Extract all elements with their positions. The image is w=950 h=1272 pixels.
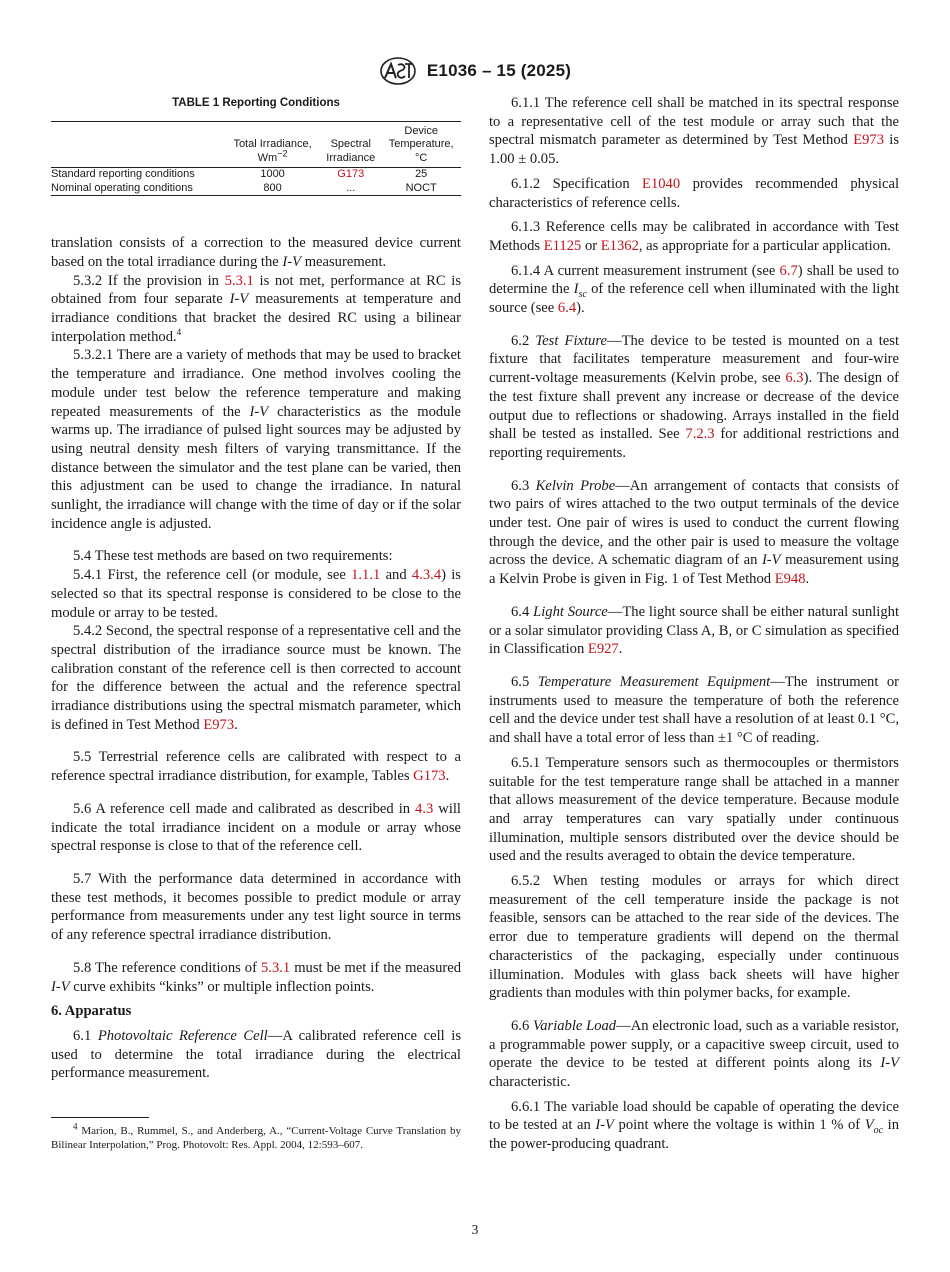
row-irradiance: 800 [263, 181, 282, 194]
link-4-3[interactable]: 4.3 [415, 800, 434, 817]
document-designation: E1036 – 15 (2025) [426, 61, 572, 80]
page-header [0, 56, 950, 86]
footnote-rule [51, 1117, 149, 1118]
link-e1125[interactable]: E1125 [543, 237, 582, 254]
paragraph-5-3-1-continued: translation consists of a correction to the measured device current based on the total irradiance during the I-V measurement. [51, 235, 461, 270]
paragraph-6-1-1: 6.1.1 The reference cell shall be matched in its spectral response to a representative cell of the test module or array such that the spectral mismatch parameter as determined by Test Method E973 is 1.00 ± 0.05. [489, 95, 899, 168]
paragraph-6-6: 6.6 Variable Load—An electronic load, such as a variable resistor, a programmable power supply, or a capacitive sweep circuit, used to operate the device to be tested at different points along its I-V characteristic. [489, 1017, 900, 1091]
left-column [51, 92, 461, 1158]
link-7-2-3[interactable]: 7.2.3 [685, 426, 715, 443]
paragraph-5-4-2: 5.4.2 Second, the spectral response of a representative cell and the spectral distribution of the irradiance source must be known. The calibration constant of the reference cell is then corrected to account for the difference between the actual and the reference spectral irradiance distributions using the spectral mismatch parameter, which is defined in Test Method E973. [51, 623, 461, 733]
paragraph-5-3-2-1: 5.3.2.1 There are a variety of methods that may be used to bracket the temperature and irradiance. One method involves cooling the module under test below the reference temperature and making repeated measurements of the I-V characteristics as the module warms up. The irradiance of pulsed light sources may be adjusted by using neutral density mesh filters of varying transmittance. If the distance between the simulator and the test plane can be varied, then this adjustment can be used to change the irradiance. In natural sunlight, the irradiance will change with the time of day or if the solar incidence angle is adjusted. [51, 347, 461, 532]
reporting-conditions-table [51, 121, 461, 197]
link-e927[interactable]: E927 [587, 641, 619, 658]
footnote-4: $^4$ Marion, B., Rummel, S., and Anderberg, A., “Current-Voltage Curve Translation by Bilinear Interpolation,” Prog. Photovolt: Res. Appl. 2004, 12:593–607. [51, 1121, 461, 1152]
paragraph-6-5: 6.5 Temperature Measurement Equipment—The instrument or instruments used to measure the temperature of both the reference cell and the device under test shall have a resolution of at least 0.1 °C, and shall have a total error of less than ±1 °C of reading. [489, 673, 899, 747]
table-header-spectral-irradiance: Spectral Irradiance [326, 138, 376, 164]
link-5-3-1[interactable]: 5.3.1 [261, 959, 291, 976]
link-6-4[interactable]: 6.4 [557, 300, 577, 317]
paragraph-6-6-1: 6.6.1 The variable load should be capable of operating the device to be tested at an I-V point where the voltage is within 1 % of $V_{oc}$ in the power-producing quadrant. [489, 1098, 899, 1153]
link-1-1-1[interactable]: 1.1.1 [351, 567, 381, 584]
paragraph-6-3: 6.3 Kelvin Probe—An arrangement of contacts that consists of two pairs of wires attached to the two output terminals of the device under test. One pair of wires is used to conduct the current flowing through the device, and the other pair is used to measure the voltage across the device. A schematic diagram of an I-V measurement using a Kelvin Probe is given in Fig. 1 of Test Method E948. [489, 477, 899, 588]
link-e973[interactable]: E973 [853, 132, 884, 149]
link-e1040[interactable]: E1040 [642, 175, 681, 192]
paragraph-6-1-4: 6.1.4 A current measurement instrument (see 6.7) shall be used to determine the $I_{sc}$ of the reference cell when illuminated with the light source (see 6.4). [489, 262, 899, 317]
astm-logo-icon [379, 56, 417, 86]
page-number: 3 [471, 1222, 479, 1237]
paragraph-5-5: 5.5 Terrestrial reference cells are calibrated with respect to a reference spectral irradiance distribution, for example, Tables G173. [51, 749, 461, 785]
paragraph-5-7: 5.7 With the performance data determined in accordance with these test methods, it becomes possible to predict module or array performance from measurements under any test light source in terms of any reference spectral irradiance distribution. [51, 871, 461, 944]
paragraph-5-4-1: 5.4.1 First, the reference cell (or module, see 1.1.1 and 4.3.4) is selected so that its spectral response is considered to be close to the module or array to be tested. [51, 567, 461, 621]
link-5-3-1[interactable]: 5.3.1 [224, 272, 254, 289]
link-e948[interactable]: E948 [774, 571, 806, 588]
row-temperature: NOCT [405, 181, 437, 194]
paragraph-5-3-2: 5.3.2 If the provision in 5.3.1 is not met, performance at RC is obtained from four separate I-V measurements at temperature and irradiance conditions that bracket the desired RC using a bilinear interpolation method.$^4$ [51, 272, 461, 345]
table-title: TABLE 1 Reporting Conditions [172, 97, 340, 109]
link-4-3-4[interactable]: 4.3.4 [411, 567, 442, 584]
table-header-total-irradiance: Total Irradiance, $Wm^{-2}$ [233, 138, 312, 164]
link-e1362[interactable]: E1362 [600, 237, 639, 254]
paragraph-5-4: 5.4 These test methods are based on two requirements: [73, 548, 393, 565]
paragraph-5-6: 5.6 A reference cell made and calibrated as described in 4.3 will indicate the total irradiance incident on a module or array whose spectral response is close to that of the reference cell. [51, 800, 461, 855]
paragraph-6-5-1: 6.5.1 Temperature sensors such as thermocouples or thermistors suitable for the test temperature range shall be attached in a manner that allows measurement of the device temperature. Because module and array temperatures can vary spatially under continuous illumination, multiple sensors distributed over the device should be used and the results averaged to obtain the device temperature. [489, 754, 899, 865]
table-row [51, 182, 461, 196]
table-header-device-temperature: Device Temperature, °C [388, 124, 454, 164]
right-column [489, 94, 899, 1160]
row-spectral: ... [346, 181, 356, 194]
row-label: Nominal operating conditions [51, 181, 193, 194]
row-temperature: 25 [415, 168, 428, 181]
table-row [51, 168, 461, 182]
row-spectral-link[interactable]: G173 [337, 168, 365, 181]
paragraph-6-1: 6.1 Photovoltaic Reference Cell—A calibrated reference cell is used to determine the total irradiance during the electrical performance measurement. [51, 1027, 462, 1082]
paragraph-6-2: 6.2 Test Fixture—The device to be tested is mounted on a test fixture that facilitates temperature measurement and four-wire current-voltage measurements (Kelvin probe, see 6.3). The design of the test fixture shall prevent any increase or decrease of the device output due to reflections or shadowing. Arrays installed in the field shall be tested as installed. See 7.2.3 for additional restrictions and reporting requirements. [489, 332, 900, 461]
table-header-blank [51, 121, 225, 168]
paragraph-6-1-2: 6.1.2 Specification E1040 provides recommended physical characteristics of reference cells. [489, 175, 899, 211]
link-g173[interactable]: G173 [413, 768, 446, 785]
link-e973[interactable]: E973 [203, 716, 235, 733]
paragraph-6-1-3: 6.1.3 Reference cells may be calibrated in accordance with Test Methods E1125 or E1362, as appropriate for a particular application. [489, 219, 899, 254]
paragraph-5-8: 5.8 The reference conditions of 5.3.1 must be met if the measured I-V curve exhibits “kinks” or multiple inflection points. [51, 959, 462, 995]
row-irradiance: 1000 [260, 168, 285, 181]
link-6-3[interactable]: 6.3 [785, 370, 804, 387]
paragraph-6-5-2: 6.5.2 When testing modules or arrays for which direct measurement of the cell temperature inside the package is not feasible, sensors can be attached to the rear side of the devices. The error due to temperature gradients will depend on the thermal characteristics of the packaging, especially under continuous illumination. Modules with glass back sheets will have higher gradients than modules with thin polymer backs, for example. [489, 873, 899, 1002]
section-heading-apparatus: 6. Apparatus [51, 1003, 132, 1020]
link-6-7[interactable]: 6.7 [779, 262, 798, 279]
table-header-row [51, 121, 461, 168]
row-label: Standard reporting conditions [51, 168, 195, 181]
paragraph-6-4: 6.4 Light Source—The light source shall be either natural sunlight or a solar simulator providing Class A, B, or C simulation as specified in Classification E927. [489, 603, 900, 658]
